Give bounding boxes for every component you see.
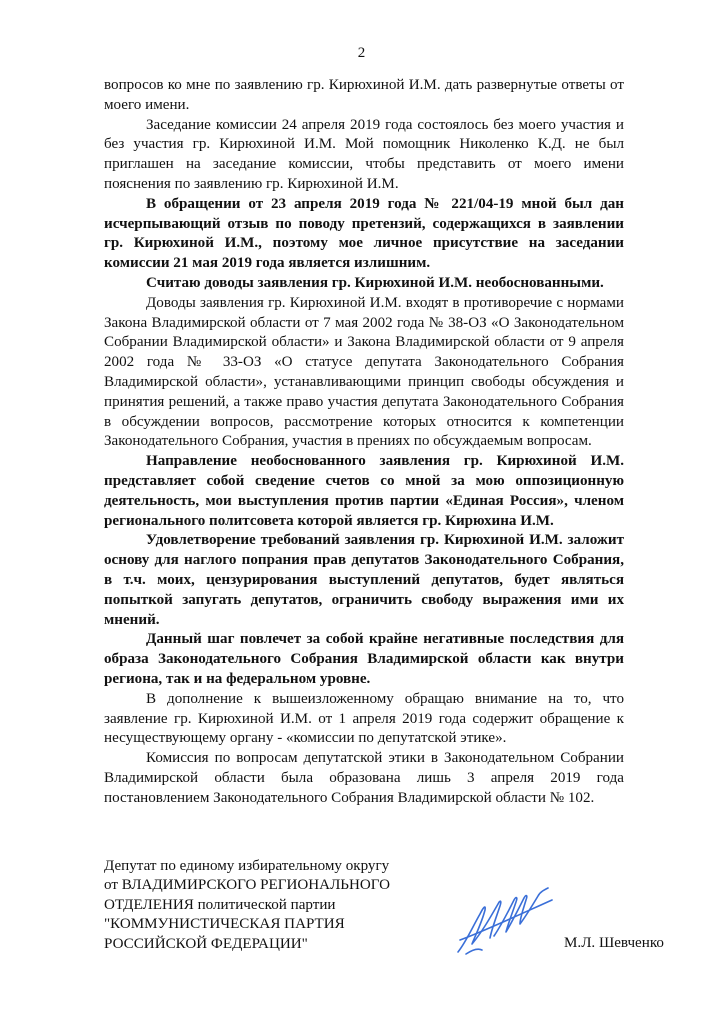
paragraph-continuation: вопросов ко мне по заявлению гр. Кирюхиной И.М. дать развернутые ответы от моего имени. (104, 77, 624, 113)
paragraph-rights-violation: Удовлетворение требований заявления гр. Кирюхиной И.М. заложит основу для наглого попрания прав депутатов Законодательного Собрания, в т.ч. моих, цензурирования выступлений депутатов, будет являться попыткой запугать депутатов, ограничить свободу выражения ими их мнений. (104, 532, 624, 628)
paragraph-appeal-reference: В обращении от 23 апреля 2019 года № 221/04-19 мной был дан исчерпывающий отзыв по поводу претензий, содержащихся в заявлении гр. Кирюхиной И.М., поэтому мое личное присутствие на заседании комиссии 21 мая 2019 года является излишним. (104, 195, 624, 272)
paragraph-nonexistent-body: В дополнение к вышеизложенному обращаю внимание на то, что заявление гр. Кирюхиной И.М. от 1 апреля 2019 года содержит обращение к несуществующему органу - «комиссии по депутатской этике». (104, 690, 624, 747)
paragraph-legal-contradiction: Доводы заявления гр. Кирюхиной И.М. входят в противоречие с нормами Закона Владимирской области от 7 мая 2002 года № 38-ОЗ «О Законодательном Собрании Владимирской области» и Закона Владимирской области от 9 апреля 2002 года № 33-ОЗ «О статусе депутата Законодательного Собрания Владимирской области», устанавливающими принцип свободы обсуждения и принятия решений, а также право участия депутата Законодательного Собрания в обсуждении вопросов, рассмотрение которых относится к компетенции Законодательного Собрания, участия в прениях по обсуждаемым вопросам. (104, 294, 624, 450)
signature-title-line: РОССИЙСКОЙ ФЕДЕРАЦИИ" (104, 935, 308, 952)
signature-title-line: "КОММУНИСТИЧЕСКАЯ ПАРТИЯ (104, 916, 345, 933)
signature-block (104, 857, 464, 954)
page-number: 2 (357, 45, 366, 61)
signature-title-line: ОТДЕЛЕНИЯ политической партии (104, 896, 336, 913)
handwritten-signature (452, 870, 562, 960)
document-body (104, 76, 624, 808)
paragraph-commission-formation: Комиссия по вопросам депутатской этики в Законодательном Собрании Владимирской области была образована лишь 3 апреля 2019 года постановлением Законодательного Собрания Владимирской области № 102. (104, 750, 624, 806)
signer-name: М.Л. Шевченко (564, 935, 664, 951)
paragraph-settling-scores: Направление необоснованного заявления гр. Кирюхиной И.М. представляет собой сведение счетов со мной за мою оппозиционную деятельность, мои выступления против партии «Единая Россия», членом регионального политсовета которой является гр. Кирюхина И.М. (104, 453, 624, 529)
signature-title-line: от ВЛАДИМИРСКОГО РЕГИОНАЛЬНОГО (104, 877, 391, 894)
signature-title-line: Депутат по единому избирательному округу (104, 858, 390, 874)
paragraph-negative-consequences: Данный шаг повлечет за собой крайне негативные последствия для образа Законодательного Собрания Владимирской области как внутри региона, так и на федеральном уровне. (104, 631, 624, 687)
paragraph-commission-meeting: Заседание комиссии 24 апреля 2019 года состоялось без моего участия и без участия гр. Кирюхиной И.М. Мой помощник Николенко К.Д. не был приглашен на заседание комиссии, чтобы представить от моего имени пояснения по заявлению гр. Кирюхиной И.М. (104, 116, 624, 192)
paragraph-claims-unfounded: Считаю доводы заявления гр. Кирюхиной И.М. необоснованными. (146, 274, 604, 291)
